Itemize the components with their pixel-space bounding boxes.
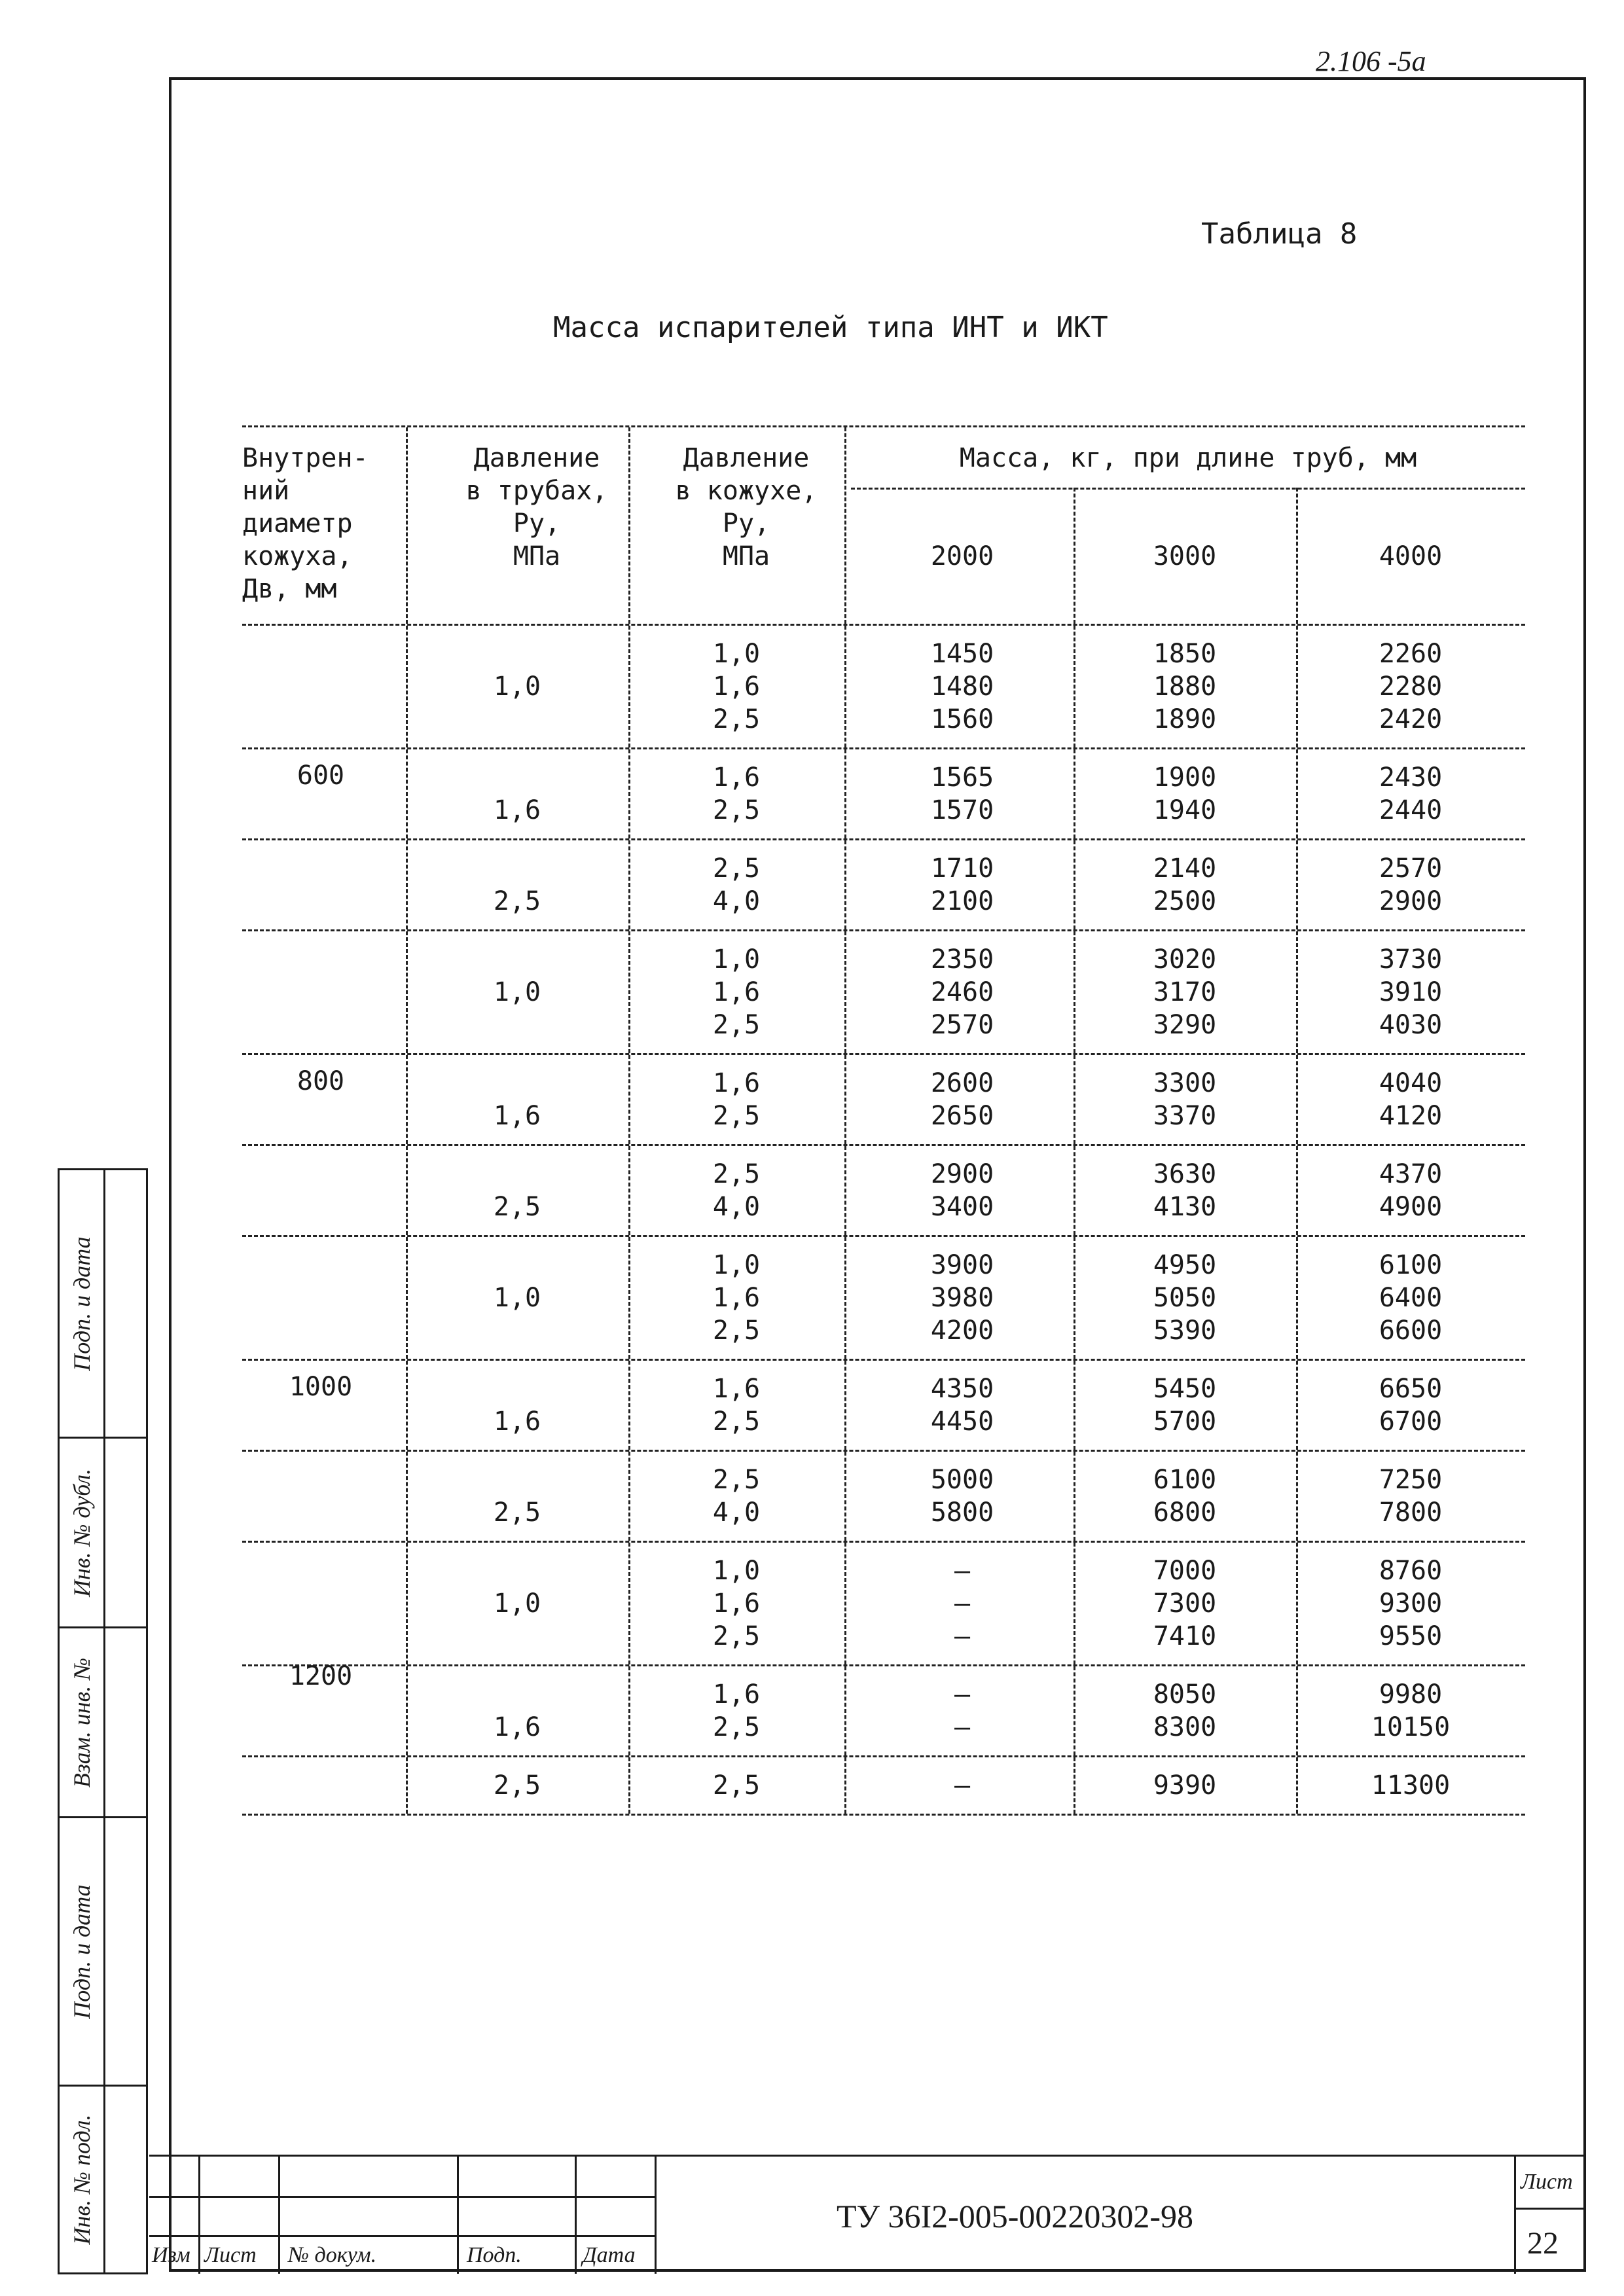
mass-value: 1710 (930, 853, 994, 884)
mass-value: 9550 (1379, 1621, 1443, 1651)
pressure-subgroup (242, 838, 1525, 929)
mass-value: 2900 (1379, 886, 1443, 916)
column-divider (1296, 1361, 1298, 1450)
mass-value: 2280 (1379, 672, 1443, 702)
diameter-value: 1000 (289, 1372, 353, 1402)
mass-value: 5050 (1153, 1283, 1217, 1313)
mass-value: 3730 (1379, 944, 1443, 975)
diameter-value: 1200 (289, 1661, 353, 1691)
mass-value: 1900 (1153, 762, 1217, 793)
mass-value: 3980 (930, 1283, 994, 1313)
mass-value: 1890 (1153, 704, 1217, 734)
column-divider (1296, 1757, 1298, 1814)
shell-pressure-value: 1,6 (712, 1283, 761, 1313)
pressure-subgroup (242, 931, 1525, 1053)
pressure-subgroup (242, 747, 1525, 838)
mass-value: 9300 (1379, 1588, 1443, 1619)
mass-value: 1560 (930, 704, 994, 734)
mass-value: 2100 (930, 886, 994, 916)
mass-value: 3300 (1153, 1068, 1217, 1098)
column-divider (844, 931, 846, 1053)
column-divider (406, 840, 408, 929)
column-divider (1074, 1452, 1075, 1541)
shell-pressure-value: 1,6 (712, 1374, 761, 1404)
mass-value: 11300 (1371, 1770, 1451, 1801)
column-divider (1296, 749, 1298, 838)
header-shell-pressure: Давление в кожухе, Ру, МПа (675, 443, 818, 571)
mass-value: – (954, 1556, 971, 1586)
pressure-subgroup (242, 1144, 1525, 1235)
mass-value: 2140 (1153, 853, 1217, 884)
spec-designation: ТУ 36I2-005-00220302-98 (837, 2198, 1194, 2234)
column-divider (628, 1146, 630, 1235)
side-field-signature-date-2 (60, 1818, 146, 2087)
column-divider (844, 1361, 846, 1450)
column-divider (844, 1055, 846, 1144)
mass-value: 2600 (930, 1068, 994, 1098)
shell-pressure-value: 1,6 (712, 672, 761, 702)
shell-pressure-value: 2,5 (712, 1316, 761, 1346)
mass-value: 6100 (1153, 1465, 1217, 1495)
label-signature: Подп. (467, 2243, 522, 2267)
mass-value: 4030 (1379, 1010, 1443, 1040)
mass-value: 2260 (1379, 639, 1443, 669)
shell-pressure-value: 2,5 (712, 1621, 761, 1651)
mass-value: 4040 (1379, 1068, 1443, 1098)
mass-table (242, 425, 1525, 1816)
tb-row-line (149, 2196, 655, 2198)
pipe-pressure-value: 1,0 (493, 672, 541, 702)
mass-value: 7800 (1379, 1498, 1443, 1528)
mass-value: 5450 (1153, 1374, 1217, 1404)
header-mass: Масса, кг, при длине труб, мм (959, 443, 1417, 473)
pipe-pressure-value: 2,5 (493, 1498, 541, 1528)
pressure-subgroup (242, 1755, 1525, 1814)
mass-value: 1880 (1153, 672, 1217, 702)
column-divider (628, 1452, 630, 1541)
header-diameter: Внутрен- ний диаметр кожуха, Дв, мм (242, 443, 369, 604)
pipe-pressure-value: 1,0 (493, 977, 541, 1007)
column-divider (1296, 840, 1298, 929)
mass-value: – (954, 1621, 971, 1651)
column-divider (1296, 1146, 1298, 1235)
shell-pressure-value: 2,5 (712, 1407, 761, 1437)
column-divider (406, 931, 408, 1053)
pressure-subgroup (242, 1359, 1525, 1450)
shell-pressure-value: 1,0 (712, 639, 761, 669)
tb-row-line (149, 2235, 655, 2237)
column-divider (1296, 1237, 1298, 1359)
shell-pressure-value: 1,0 (712, 1556, 761, 1586)
shell-pressure-value: 2,5 (712, 1010, 761, 1040)
mass-value: 9390 (1153, 1770, 1217, 1801)
column-divider (1296, 931, 1298, 1053)
column-divider (628, 1543, 630, 1664)
shell-pressure-value: 1,6 (712, 1588, 761, 1619)
column-divider (1296, 1055, 1298, 1144)
pipe-pressure-value: 1,0 (493, 1588, 541, 1619)
diameter-group (242, 931, 1525, 1237)
mass-value: 4450 (930, 1407, 994, 1437)
mass-value: 4130 (1153, 1192, 1217, 1222)
column-divider (406, 1237, 408, 1359)
side-field-signature-date (60, 1170, 146, 1439)
column-divider (406, 1543, 408, 1664)
mass-value: 9980 (1379, 1679, 1443, 1710)
table-number: Таблица 8 (1201, 217, 1358, 251)
mass-value: 1450 (930, 639, 994, 669)
mass-value: 3630 (1153, 1159, 1217, 1189)
mass-value: 1565 (930, 762, 994, 793)
pipe-pressure-value: 1,0 (493, 1283, 541, 1313)
column-divider (406, 626, 408, 747)
label-change: Изм (152, 2243, 190, 2267)
label-date: Дата (583, 2243, 636, 2267)
mass-value: 3910 (1379, 977, 1443, 1007)
column-divider (1296, 626, 1298, 747)
mass-value: 2440 (1379, 795, 1443, 825)
shell-pressure-value: 1,6 (712, 1068, 761, 1098)
table-title: Масса испарителей типа ИНТ и ИКТ (553, 311, 1108, 344)
side-label: Взам. инв. № (60, 1628, 105, 1816)
mass-value: – (954, 1588, 971, 1619)
mass-value: 3400 (930, 1192, 994, 1222)
mass-value: 7250 (1379, 1465, 1443, 1495)
shell-pressure-value: 2,5 (712, 1712, 761, 1742)
pipe-pressure-value: 1,6 (493, 1712, 541, 1742)
pressure-subgroup (242, 1664, 1525, 1755)
tb-divider (655, 2157, 657, 2274)
pressure-subgroup (242, 1237, 1525, 1359)
column-divider (628, 1666, 630, 1755)
shell-pressure-value: 2,5 (712, 1465, 761, 1495)
column-divider (844, 840, 846, 929)
table-header (242, 425, 1525, 626)
mass-value: – (954, 1679, 971, 1710)
table-body (242, 626, 1525, 1816)
mass-value: 4370 (1379, 1159, 1443, 1189)
mass-value: 2650 (930, 1101, 994, 1131)
mass-value: – (954, 1712, 971, 1742)
header-mass-divider (851, 488, 1525, 490)
mass-value: 1480 (930, 672, 994, 702)
mass-value: 8300 (1153, 1712, 1217, 1742)
header-length-3000: 3000 (1153, 541, 1217, 571)
side-field-dup-inventory (60, 1439, 146, 1628)
mass-value: 3170 (1153, 977, 1217, 1007)
pipe-pressure-value: 1,6 (493, 795, 541, 825)
column-divider (1074, 1361, 1075, 1450)
shell-pressure-value: 4,0 (712, 1498, 761, 1528)
shell-pressure-value: 2,5 (712, 853, 761, 884)
mass-value: 5700 (1153, 1407, 1217, 1437)
mass-value: 2570 (1379, 853, 1443, 884)
mass-value: 3290 (1153, 1010, 1217, 1040)
label-doc-number: № докум. (288, 2243, 377, 2267)
pressure-subgroup (242, 1450, 1525, 1541)
header-length-2000: 2000 (930, 541, 994, 571)
tb-divider (575, 2157, 577, 2274)
pressure-subgroup (242, 1543, 1525, 1664)
column-divider (628, 931, 630, 1053)
header-divider (844, 427, 846, 624)
column-divider (1296, 1452, 1298, 1541)
mass-value: 2350 (930, 944, 994, 975)
pipe-pressure-value: 2,5 (493, 1770, 541, 1801)
mass-value: 2430 (1379, 762, 1443, 793)
column-divider (406, 1666, 408, 1755)
shell-pressure-value: 2,5 (712, 795, 761, 825)
mass-value: 8760 (1379, 1556, 1443, 1586)
binding-strip (58, 1168, 148, 2274)
column-divider (1074, 1146, 1075, 1235)
column-divider (844, 749, 846, 838)
mass-value: 5000 (930, 1465, 994, 1495)
header-pipe-pressure: Давление в трубах, Ру, МПа (465, 443, 608, 571)
mass-value: 1570 (930, 795, 994, 825)
pipe-pressure-value: 2,5 (493, 1192, 541, 1222)
mass-value: 5390 (1153, 1316, 1217, 1346)
column-divider (628, 749, 630, 838)
diameter-value: 600 (297, 761, 345, 791)
column-divider (844, 1452, 846, 1541)
mass-value: 5800 (930, 1498, 994, 1528)
mass-value: 1850 (1153, 639, 1217, 669)
diameter-group (242, 1543, 1525, 1816)
column-divider (628, 1055, 630, 1144)
diameter-value: 800 (297, 1066, 345, 1096)
shell-pressure-value: 2,5 (712, 1101, 761, 1131)
column-divider (844, 1146, 846, 1235)
tb-divider (198, 2157, 200, 2274)
column-divider (844, 1666, 846, 1755)
mass-value: 3370 (1153, 1101, 1217, 1131)
title-block (149, 2155, 1586, 2274)
mass-value: – (954, 1770, 971, 1801)
column-divider (1074, 1055, 1075, 1144)
column-divider (844, 1757, 846, 1814)
mass-value: 4120 (1379, 1101, 1443, 1131)
shell-pressure-value: 4,0 (712, 1192, 761, 1222)
header-divider (628, 427, 630, 624)
shell-pressure-value: 1,0 (712, 944, 761, 975)
side-label: Подп. и дата (60, 1818, 105, 2085)
side-label: Подп. и дата (60, 1170, 105, 1437)
column-divider (1074, 840, 1075, 929)
mass-value: 2420 (1379, 704, 1443, 734)
column-divider (628, 1237, 630, 1359)
column-divider (1074, 1666, 1075, 1755)
column-divider (1074, 1543, 1075, 1664)
column-divider (406, 749, 408, 838)
shell-pressure-value: 2,5 (712, 704, 761, 734)
sheet-number: 22 (1527, 2226, 1559, 2261)
column-divider (628, 1757, 630, 1814)
mass-value: 4200 (930, 1316, 994, 1346)
pipe-pressure-value: 1,6 (493, 1101, 541, 1131)
tb-sheet-line (1514, 2208, 1586, 2210)
column-divider (844, 1543, 846, 1664)
tb-divider (278, 2157, 280, 2274)
mass-value: 6400 (1379, 1283, 1443, 1313)
tb-divider (457, 2157, 459, 2274)
shell-pressure-value: 1,6 (712, 762, 761, 793)
column-divider (406, 1361, 408, 1450)
column-divider (628, 626, 630, 747)
pressure-subgroup (242, 626, 1525, 747)
mass-value: 3900 (930, 1250, 994, 1280)
column-divider (1074, 1757, 1075, 1814)
header-divider (1074, 488, 1075, 624)
column-divider (1296, 1543, 1298, 1664)
mass-value: 7410 (1153, 1621, 1217, 1651)
column-divider (628, 1361, 630, 1450)
diameter-group (242, 1237, 1525, 1543)
shell-pressure-value: 1,0 (712, 1250, 761, 1280)
mass-value: 7300 (1153, 1588, 1217, 1619)
side-label: Инв. № подл. (60, 2087, 105, 2272)
shell-pressure-value: 2,5 (712, 1159, 761, 1189)
column-divider (406, 1146, 408, 1235)
column-divider (844, 626, 846, 747)
pressure-subgroup (242, 1053, 1525, 1144)
document-code: 2.106 -5а (1316, 45, 1426, 77)
column-divider (1074, 1237, 1075, 1359)
mass-value: 6100 (1379, 1250, 1443, 1280)
mass-value: 6650 (1379, 1374, 1443, 1404)
sheet-label: Лист (1521, 2170, 1573, 2194)
mass-value: 4350 (930, 1374, 994, 1404)
column-divider (406, 1055, 408, 1144)
mass-value: 4900 (1379, 1192, 1443, 1222)
mass-value: 6600 (1379, 1316, 1443, 1346)
mass-value: 1940 (1153, 795, 1217, 825)
pipe-pressure-value: 2,5 (493, 886, 541, 916)
mass-value: 2500 (1153, 886, 1217, 916)
mass-value: 7000 (1153, 1556, 1217, 1586)
column-divider (1074, 931, 1075, 1053)
side-field-replace-inventory (60, 1628, 146, 1818)
mass-value: 10150 (1371, 1712, 1451, 1742)
tb-divider (1514, 2157, 1516, 2274)
column-divider (1074, 626, 1075, 747)
column-divider (628, 840, 630, 929)
shell-pressure-value: 2,5 (712, 1770, 761, 1801)
column-divider (406, 1757, 408, 1814)
label-sheet: Лист (204, 2243, 257, 2267)
shell-pressure-value: 4,0 (712, 886, 761, 916)
shell-pressure-value: 1,6 (712, 1679, 761, 1710)
mass-value: 6800 (1153, 1498, 1217, 1528)
side-field-original-inventory (60, 2087, 146, 2272)
mass-value: 4950 (1153, 1250, 1217, 1280)
side-label: Инв. № дубл. (60, 1439, 105, 1626)
pipe-pressure-value: 1,6 (493, 1407, 541, 1437)
header-divider (1296, 488, 1298, 624)
column-divider (844, 1237, 846, 1359)
mass-value: 2460 (930, 977, 994, 1007)
header-divider (406, 427, 408, 624)
diameter-group (242, 626, 1525, 931)
column-divider (1296, 1666, 1298, 1755)
mass-value: 8050 (1153, 1679, 1217, 1710)
column-divider (406, 1452, 408, 1541)
mass-value: 6700 (1379, 1407, 1443, 1437)
mass-value: 3020 (1153, 944, 1217, 975)
header-length-4000: 4000 (1379, 541, 1443, 571)
mass-value: 2570 (930, 1010, 994, 1040)
shell-pressure-value: 1,6 (712, 977, 761, 1007)
mass-value: 2900 (930, 1159, 994, 1189)
column-divider (1074, 749, 1075, 838)
